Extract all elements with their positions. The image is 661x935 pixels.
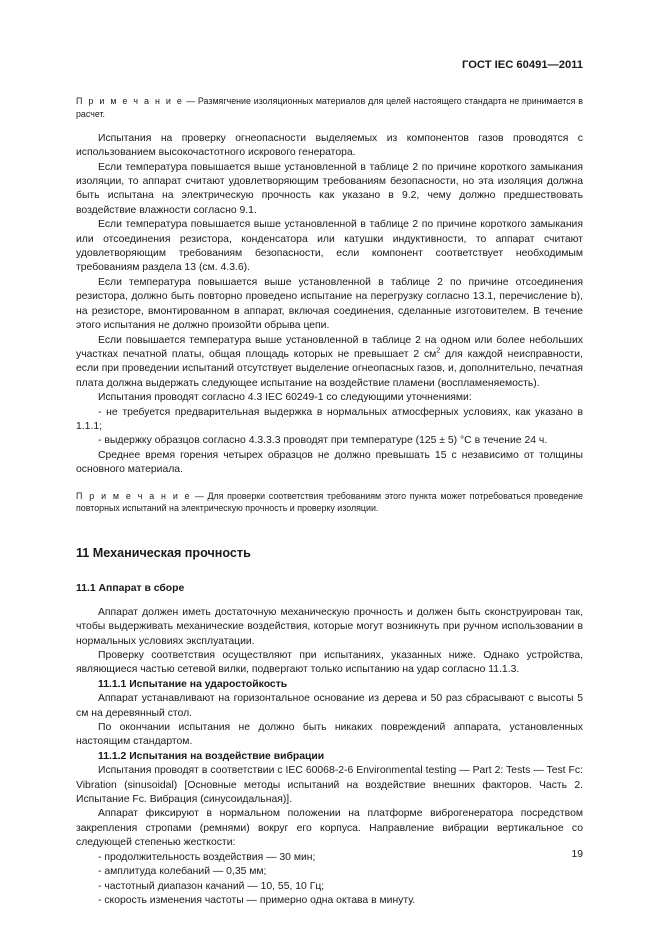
body-paragraph: По окончании испытания не должно быть никаких повреждений аппарата, установленных настоящим стандартом. <box>76 722 583 748</box>
body-paragraph: Проверку соответствия осуществляют при испытаниях, указанных ниже. Однако устройства, являющиеся частью сетевой вилки, подвергают только испытанию на удар согласно 11.1.3. <box>76 650 583 676</box>
list-item: - продолжительность воздействия — 30 мин; <box>98 851 316 863</box>
body-paragraph: Испытания на проверку огнеопасности выделяемых из компонентов газов проводятся с использованием высокочастотного искрового генератора. <box>76 132 583 159</box>
note-paragraph <box>76 490 583 514</box>
body-paragraph: Если температура повышается выше установленной в таблице 2 по причине короткого замыкания изоляции, то аппарат считают удовлетворяющим требованиям безопасности, но эта изоляция должна быть испытана на электрическую прочность как указано в 9.2, чему должно предшествовать воздействие влажности согласно 9.1. <box>76 161 583 216</box>
page-number: 19 <box>571 849 583 860</box>
body-paragraph: Если температура повышается выше установленной в таблице 2 по причине отсоединения резистора, должно быть повторно проведено испытание на перегрузку согласно 13.1, перечисление b), на резисторе, вмонтированном в аппарат, включая соединения, сделанные изготовителем. В течение этого испытания не должно произойти обрыва цепи. <box>76 276 583 332</box>
note-label: П р и м е ч а н и е <box>76 490 192 501</box>
body-paragraph <box>76 334 583 392</box>
list-item: - не требуется предварительная выдержка в нормальных атмосферных условиях, как указано в 1.1.1; <box>76 406 583 432</box>
subsection-heading: 11.1.2 Испытания на воздействие вибрации <box>98 750 325 762</box>
body-paragraph: Аппарат устанавливают на горизонтальное основание из дерева и 50 раз сбрасывают с высоты 5 см на деревянный стол. <box>76 693 583 719</box>
list-item: - выдержку образцов согласно 4.3.3.3 проводят при температуре (125 ± 5) °С в течение 24 ч. <box>98 435 548 447</box>
body-paragraph: Если температура повышается выше установленной в таблице 2 по причине короткого замыкания или отсоединения резистора, конденсатора или катушки индуктивности, то аппарат считают удовлетворяющим требованиям безопасности, если компонент соответствует необходимым требованиям раздела 13 (см. 4.3.6). <box>76 219 583 274</box>
subsection-heading: 11.1 Аппарат в сборе <box>76 583 185 595</box>
body-paragraph: Испытания проводят согласно 4.3 IEC 60249-1 со следующими уточнениями: <box>98 392 472 404</box>
body-paragraph: Аппарат фиксируют в нормальном положении на платформе виброгенератора посредством закрепления стропами (ремнями) вокруг его корпуса. Направление вибрации вертикальное со следующей степенью жесткости: <box>76 808 583 849</box>
body-paragraph: Аппарат должен иметь достаточную механическую прочность и должен быть сконструирован так, чтобы выдерживать механические воздействия, которые могут возникнуть при ручном использовании в нормальных условиях эксплуатации. <box>76 606 583 647</box>
section-heading: 11 Механическая прочность <box>76 545 251 560</box>
body-paragraph: Испытания проводят в соответствии с IEC 60068-2-6 Environmental testing — Part 2: Tests — Test Fc: Vibration (sinusoidal) [Основные методы испытаний на воздействие внешних факторов. Часть 2. Испытание Fc. Вибрация (синусоидальная)]. <box>76 765 583 806</box>
note-text: — Для проверки соответствия требованиям этого пункта может потребоваться проведение повторных испытаний на электрическую прочность и проверку изоляции. <box>76 490 583 513</box>
superscript: 2 <box>436 347 441 355</box>
subsection-heading: 11.1.1 Испытание на ударостойкость <box>98 678 288 690</box>
note-text: — Размягчение изоляционных материалов для целей настоящего стандарта не принимается в расчет. <box>76 96 583 119</box>
list-item: - амплитуда колебаний — 0,35 мм; <box>98 866 267 878</box>
document-code: ГОСТ IEC 60491—2011 <box>462 59 583 71</box>
pcb-text-after: для каждой неисправности, если при проведении испытаний отсутствует выделение огнеопасных газов, и, дополнительно, печатная плата должна выдержать следующее испытание на воздействие пламени (воспламеняемость). <box>76 348 584 389</box>
pcb-text-before: Если повышается температура выше установленной в таблице 2 на одном или более небольших участках печатной платы, общая площадь которых не превышает 2 см <box>76 334 583 360</box>
note-label: П р и м е ч а н и е <box>76 96 184 107</box>
list-item: - частотный диапазон качаний — 10, 55, 10 Гц; <box>98 880 325 892</box>
list-item: - скорость изменения частоты — примерно одна октава в минуту. <box>98 894 416 906</box>
note-paragraph <box>76 95 583 119</box>
body-paragraph: Среднее время горения четырех образцов не должно превышать 15 с независимо от толщины основного материала. <box>76 449 583 476</box>
